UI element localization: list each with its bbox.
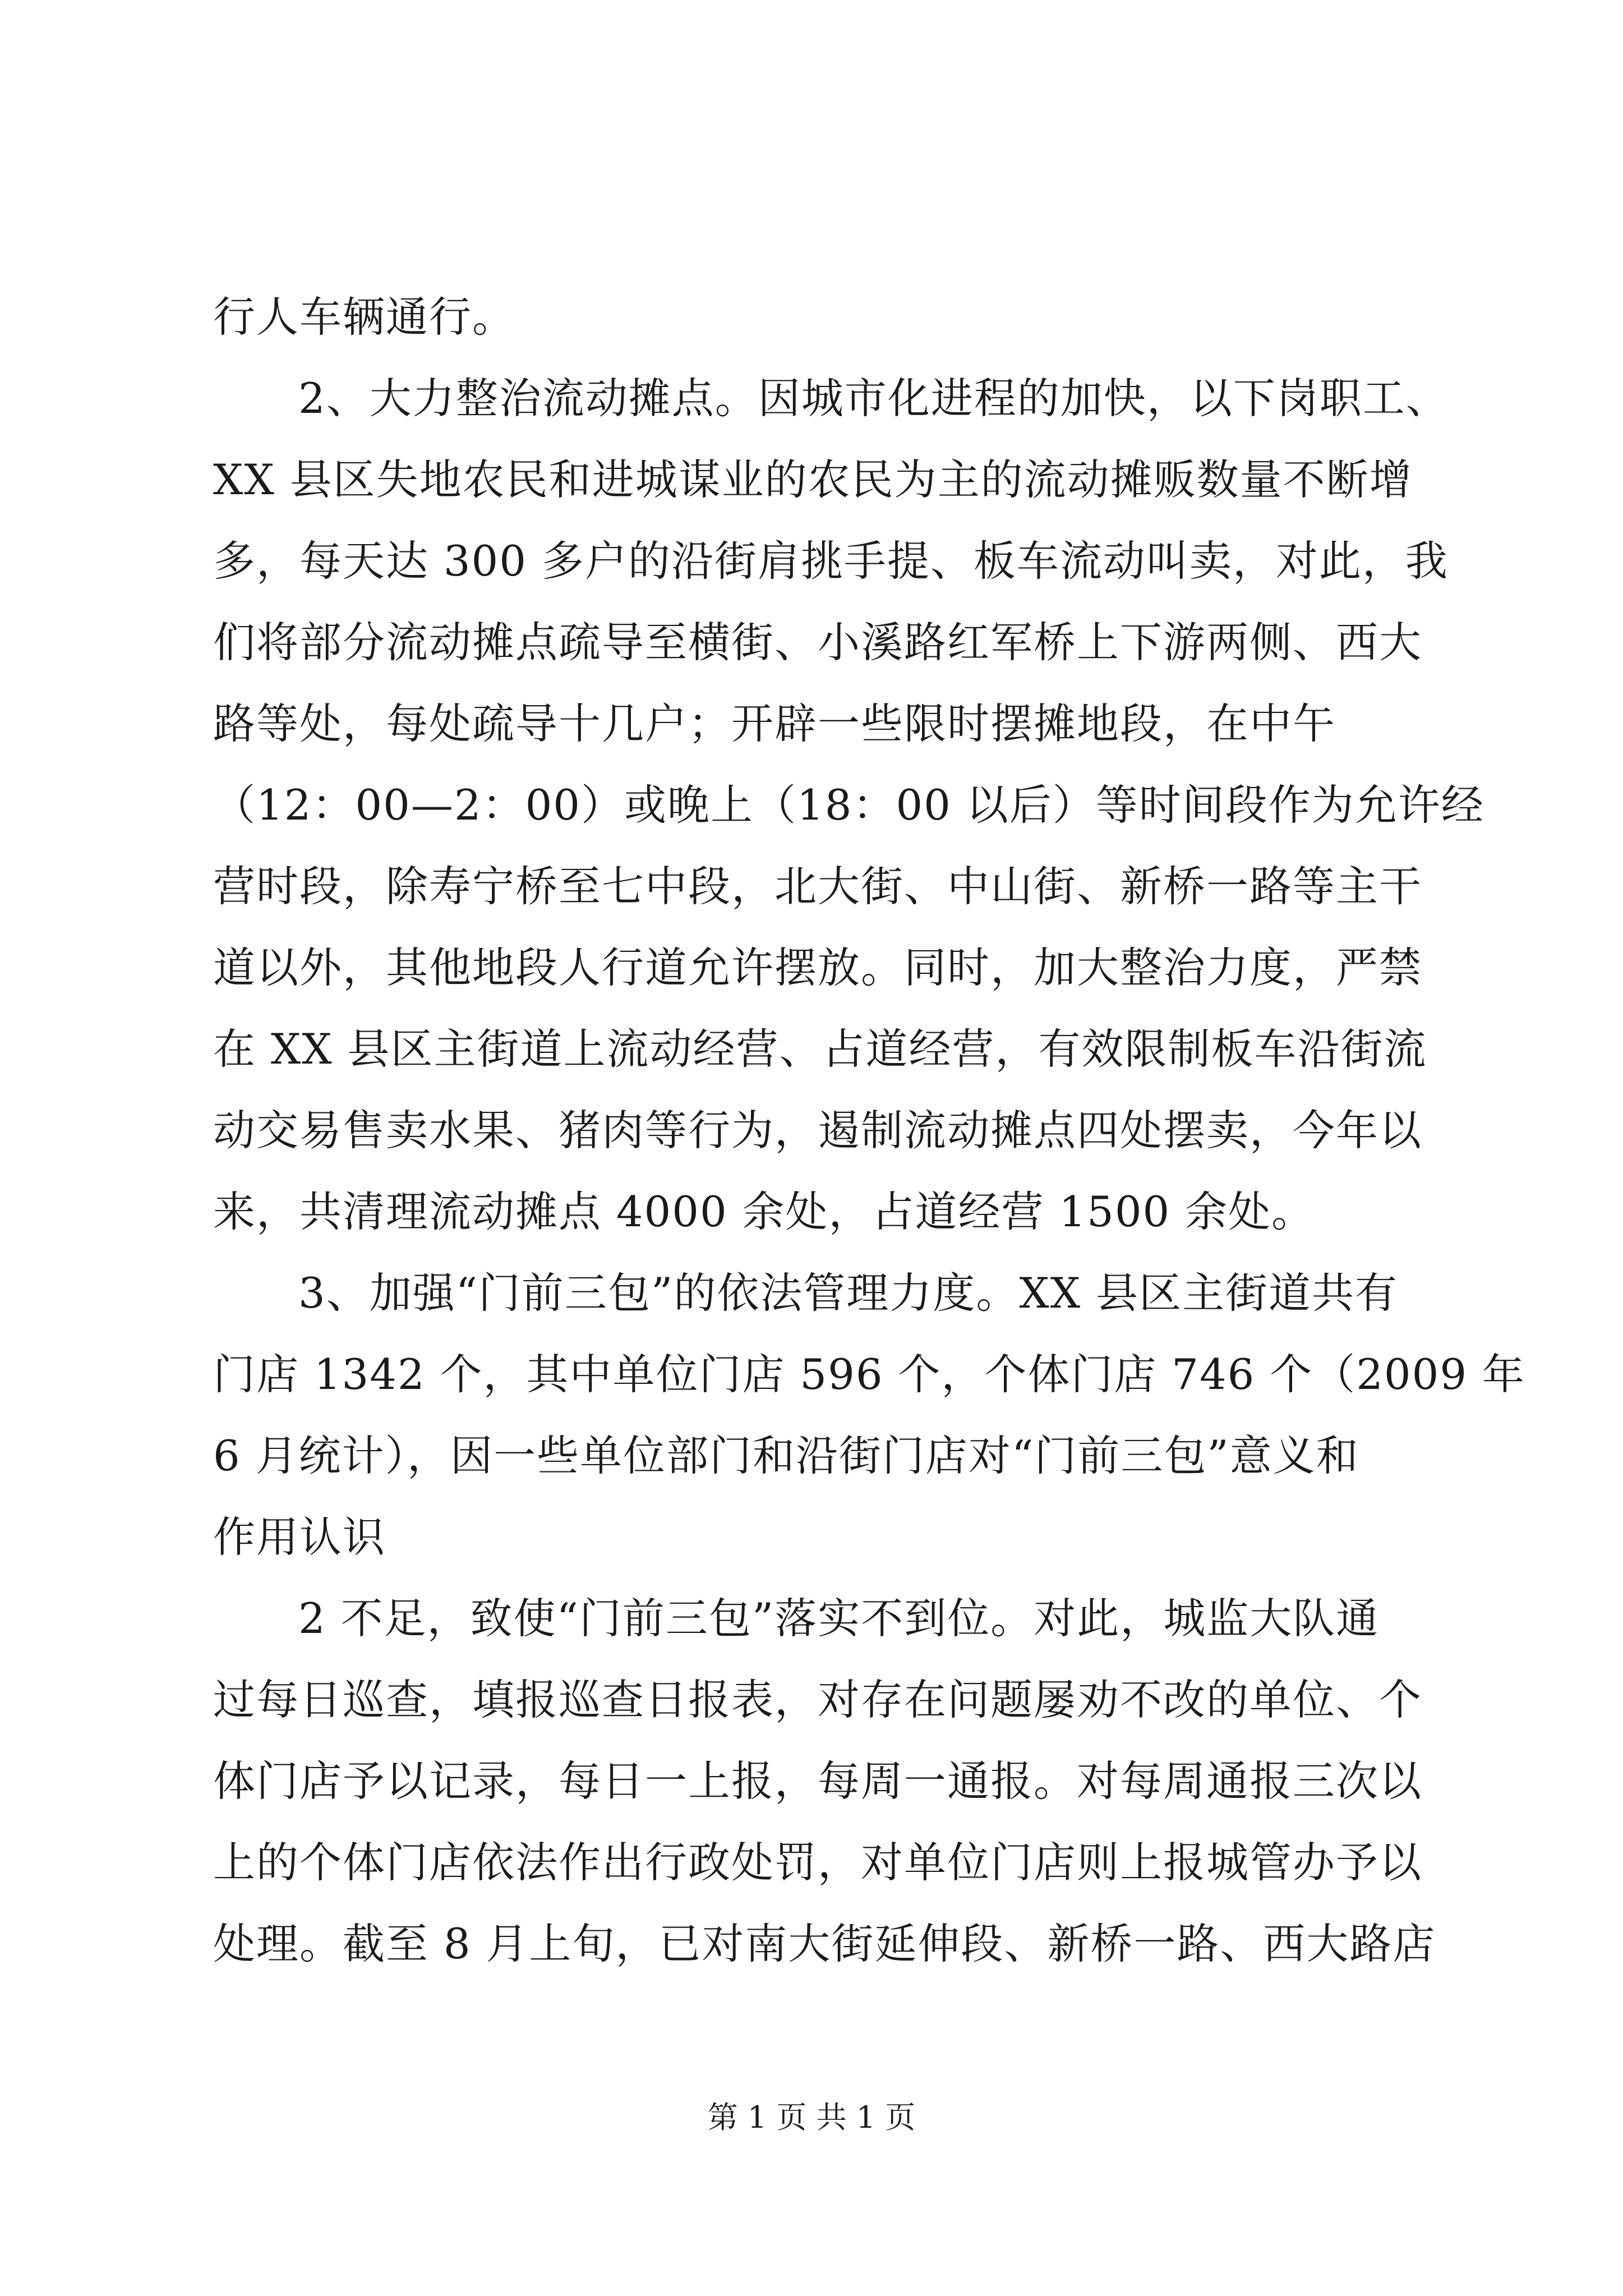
paragraph-3-start: 3、加强“门前三包”的依法管理力度。XX 县区主街道共有 — [298, 1268, 1399, 1318]
text-line: 路等处，每处疏导十几户；开辟一些限时摆摊地段，在中午 — [213, 699, 1336, 748]
text-line: 营时段，除寿宁桥至七中段，北大街、中山街、新桥一路等主干 — [213, 862, 1423, 911]
text-line: XX 县区失地农民和进城谋业的农民为主的流动摊贩数量不断增 — [213, 455, 1413, 504]
paragraph-4-start: 2 不足，致使“门前三包”落实不到位。对此，城监大队通 — [298, 1594, 1380, 1643]
text-line: 过每日巡查，填报巡查日报表，对存在问题屡劝不改的单位、个 — [213, 1675, 1423, 1724]
text-line: 动交易售卖水果、猪肉等行为，遏制流动摊点四处摆卖，今年以 — [213, 1106, 1423, 1155]
text-line: （12：00—2：00）或晚上（18：00 以后）等时间段作为允许经 — [213, 780, 1484, 830]
text-line: 多，每天达 300 多户的沿街肩挑手提、板车流动叫卖，对此，我 — [213, 536, 1449, 586]
text-line: 来，共清理流动摊点 4000 余处，占道经营 1500 余处。 — [213, 1187, 1315, 1236]
text-line: 体门店予以记录，每日一上报，每周一通报。对每周通报三次以 — [213, 1756, 1423, 1806]
text-line: 6 月统计），因一些单位部门和沿街门店对“门前三包”意义和 — [213, 1431, 1359, 1480]
paragraph-2-start: 2、大力整治流动摊点。因城市化进程的加快，以下岗职工、 — [298, 374, 1449, 423]
text-line: 处理。截至 8 月上旬，已对南大街延伸段、新桥一路、西大路店 — [213, 1919, 1436, 1968]
text-line: 道以外，其他地段人行道允许摆放。同时，加大整治力度，严禁 — [213, 943, 1423, 992]
text-line: 行人车辆通行。 — [213, 292, 516, 342]
text-line: 在 XX 县区主街道上流动经营、占道经营，有效限制板车沿街流 — [213, 1024, 1427, 1074]
page-number-footer: 第 1 页 共 1 页 — [707, 2100, 916, 2135]
text-line: 们将部分流动摊点疏导至横街、小溪路红军桥上下游两侧、西大 — [213, 618, 1423, 667]
text-line: 门店 1342 个，其中单位门店 596 个，个体门店 746 个（2009 年 — [213, 1350, 1525, 1399]
text-line: 作用认识 — [213, 1512, 386, 1562]
text-line: 上的个体门店依法作出行政处罚，对单位门店则上报城管办予以 — [213, 1838, 1423, 1887]
